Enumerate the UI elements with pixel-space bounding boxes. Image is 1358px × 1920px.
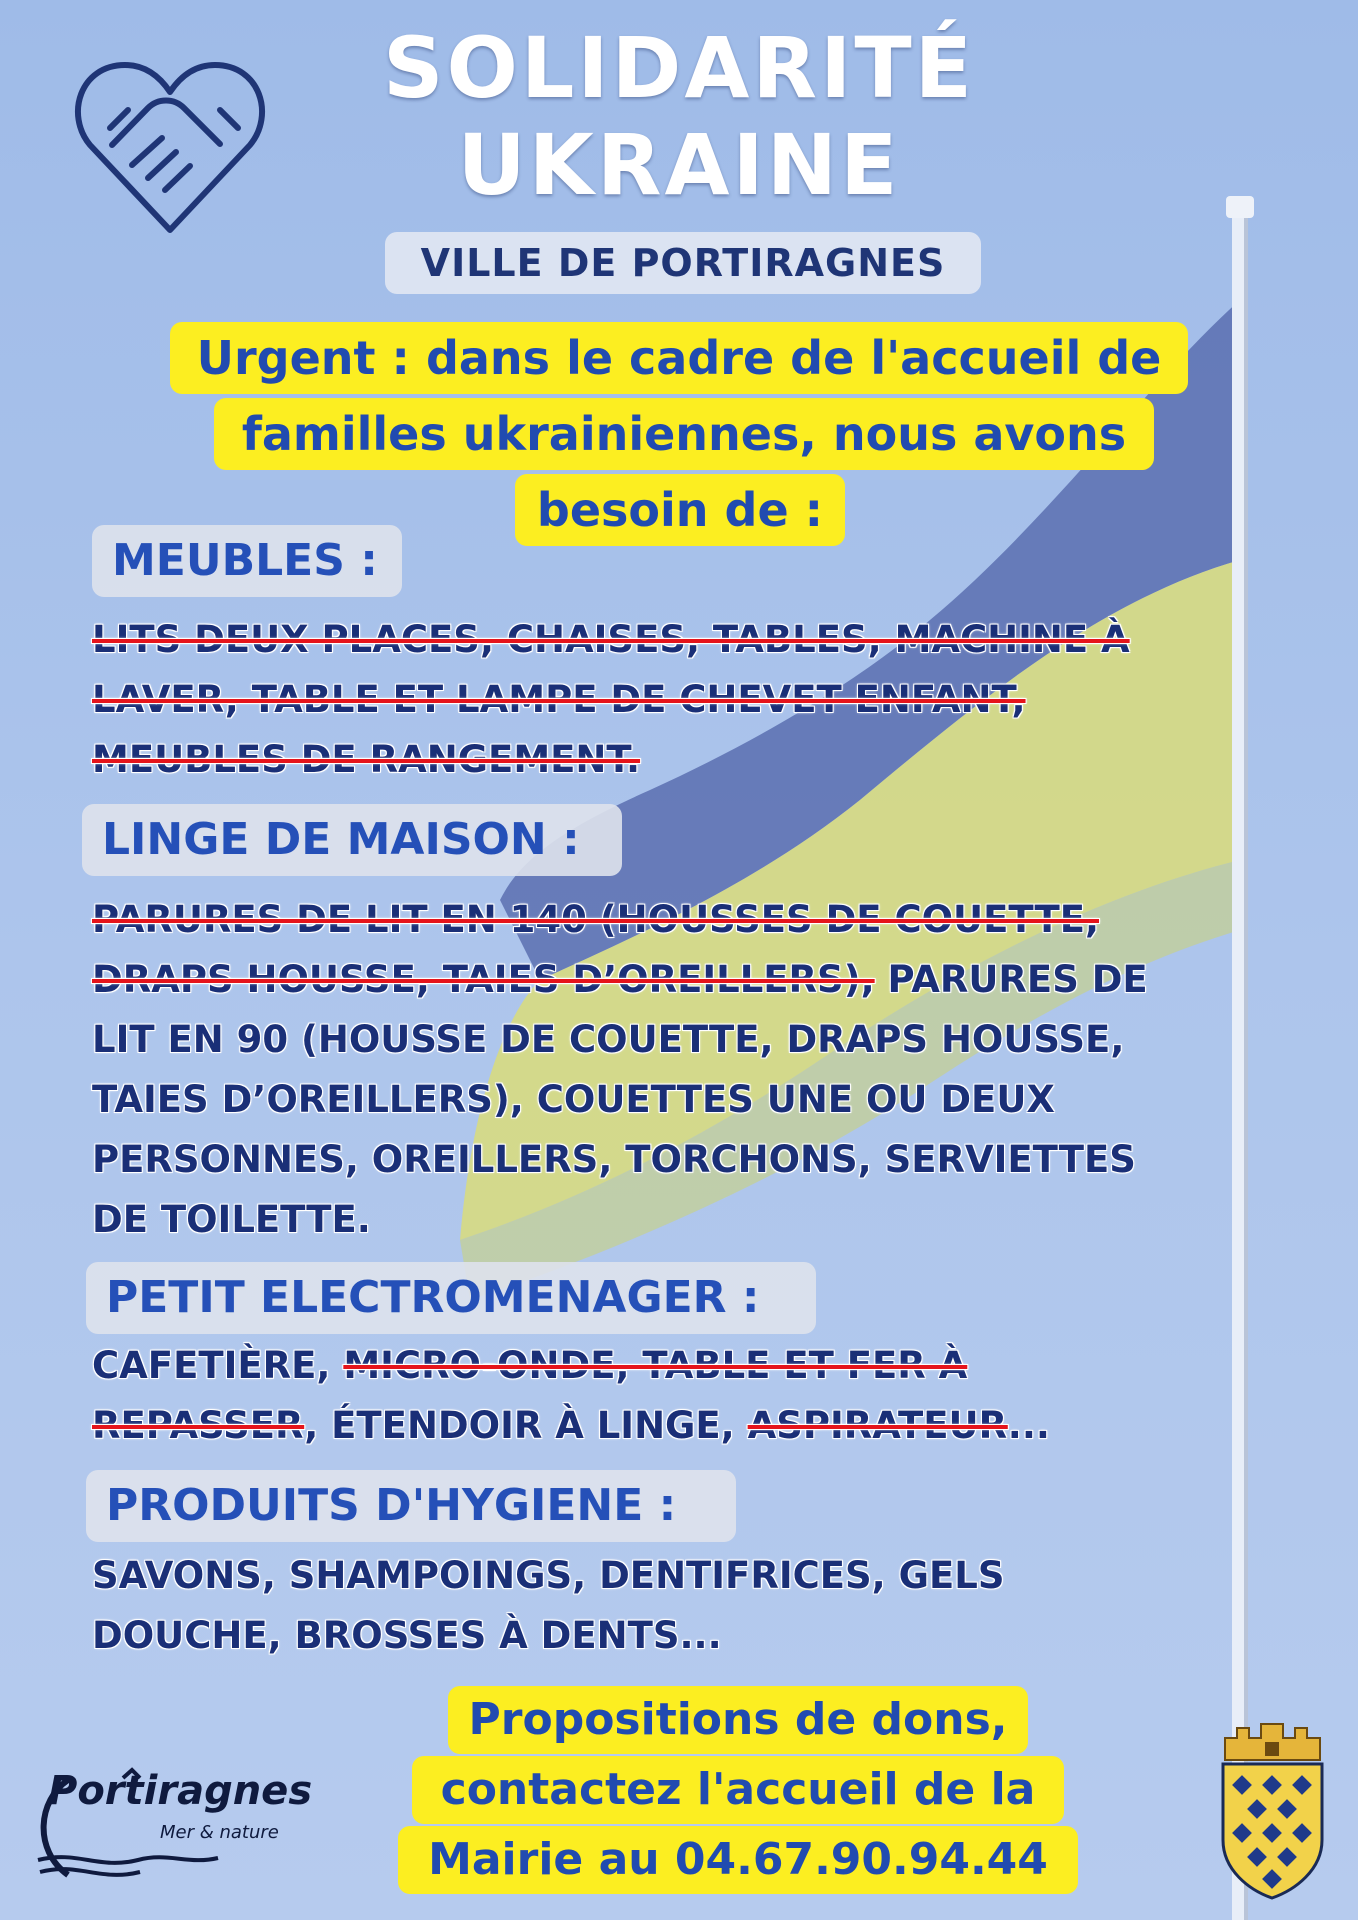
item-line: MEUBLES DE RANGEMENT. — [92, 738, 641, 781]
item-line: LAVER, TABLE ET LAMPE DE CHEVET ENFANT, — [92, 678, 1026, 721]
urgent-line2: familles ukrainiennes, nous avons — [214, 398, 1154, 470]
item-line: SAVONS, SHAMPOINGS, DENTIFRICES, GELS — [92, 1554, 1005, 1597]
item-line: ASPIRATEUR — [747, 1404, 1008, 1447]
item-line: PARURES DE LIT EN 140 (HOUSSES DE COUETTE, — [92, 898, 1100, 941]
section-heading-hygiene: PRODUITS D'HYGIENE : — [86, 1470, 736, 1542]
item-line: TAIES D’OREILLERS), COUETTES UNE OU DEUX — [92, 1078, 1055, 1121]
urgent-line3: besoin de : — [515, 474, 845, 546]
section-items-hygiene — [92, 1546, 1272, 1666]
section-items-meubles — [92, 610, 1272, 790]
item-line: DRAPS HOUSSE, TAIES D’OREILLERS), — [92, 958, 875, 1001]
item-line: LIT EN 90 (HOUSSE DE COUETTE, DRAPS HOUSSE, — [92, 1018, 1125, 1061]
logo-name: Portiragnes — [48, 1768, 313, 1814]
item-line: MICRO-ONDE, TABLE ET FER À — [343, 1344, 968, 1387]
item-line: LITS DEUX PLACES, CHAISES, TABLES, MACHINE À — [92, 618, 1130, 661]
urgent-line1: Urgent : dans le cadre de l'accueil de — [170, 322, 1188, 394]
item-line: DE TOILETTE. — [92, 1198, 371, 1241]
item-line: , ÉTENDOIR À LINGE, — [304, 1404, 748, 1447]
item-line: PERSONNES, OREILLERS, TORCHONS, SERVIETTES — [92, 1138, 1136, 1181]
item-line: ... — [1007, 1404, 1050, 1447]
section-items-linge — [92, 890, 1272, 1250]
item-line: CAFETIÈRE, — [92, 1344, 344, 1387]
contact-line2: contactez l'accueil de la — [412, 1756, 1064, 1824]
coat-of-arms-icon — [1215, 1720, 1330, 1900]
logo-tagline: Mer & nature — [160, 1822, 279, 1843]
page-title-line2: UKRAINE — [457, 116, 901, 214]
item-line: PARURES DE — [874, 958, 1148, 1001]
section-heading-meubles: MEUBLES : — [92, 525, 402, 597]
contact-line1: Propositions de dons, — [448, 1686, 1028, 1754]
section-heading-electro: PETIT ELECTROMENAGER : — [86, 1262, 816, 1334]
item-line: REPASSER — [92, 1404, 305, 1447]
section-items-electro — [92, 1336, 1272, 1456]
contact-line3: Mairie au 04.67.90.94.44 — [398, 1826, 1078, 1894]
subtitle-badge: VILLE DE PORTIRAGNES — [385, 232, 981, 294]
page-title-line1: SOLIDARITÉ — [382, 19, 976, 117]
section-heading-linge: LINGE DE MAISON : — [82, 804, 622, 876]
item-line: DOUCHE, BROSSES À DENTS... — [92, 1614, 722, 1657]
